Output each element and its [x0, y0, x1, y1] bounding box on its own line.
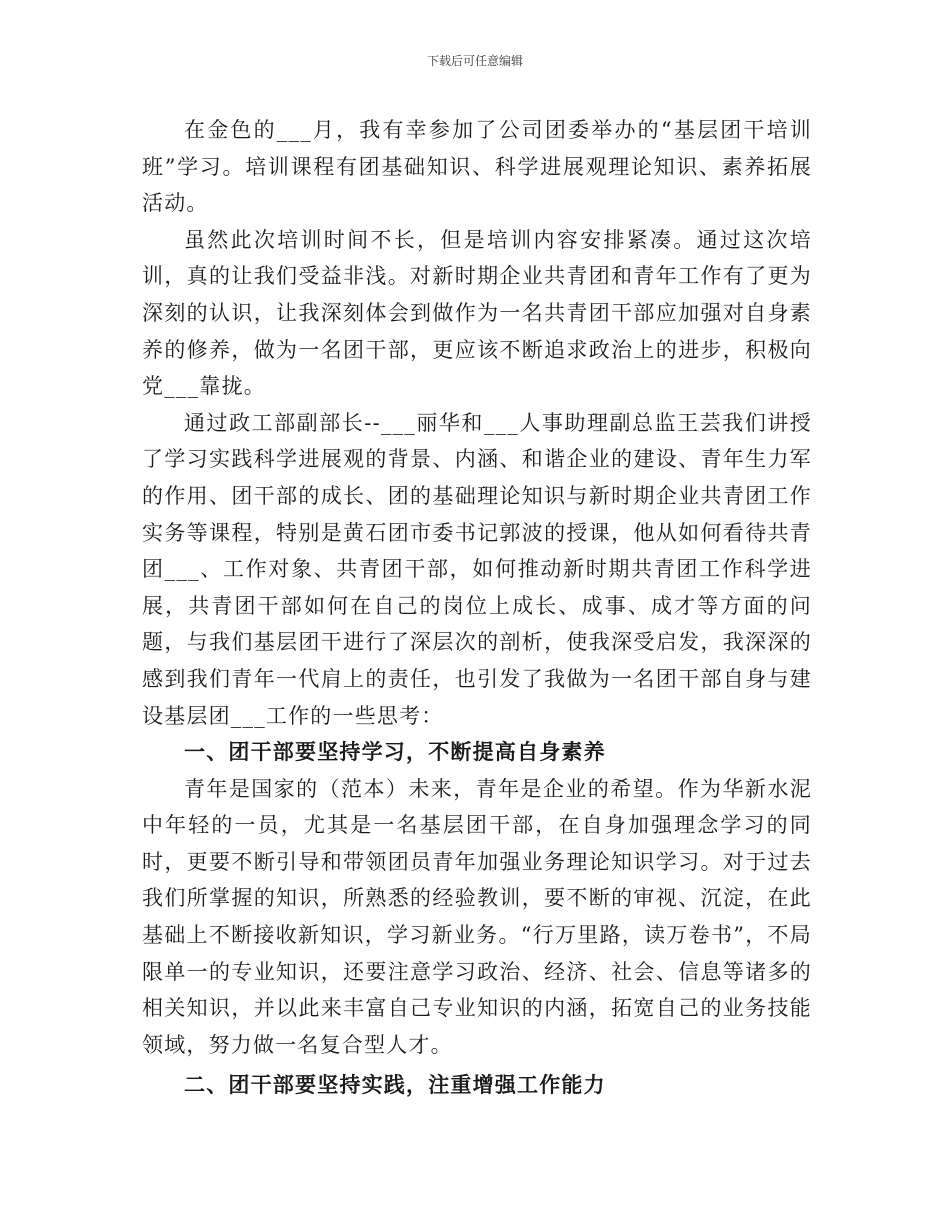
paragraph-training-summary: 虽然此次培训时间不长，但是培训内容安排紧凑。通过这次培训，真的让我们受益非浅。对新时期企业共青团和青年工作有了更为深刻的认识，让我深刻体会到做作为一名共青团干部应加强对自身素养的修养，做为一名团干部，更应该不断追求政治上的进步，积极向党___靠拢。 [142, 227, 812, 399]
paragraph-course-details: 通过政工部副部长--___丽华和___人事助理副总监王芸我们讲授了学习实践科学进展观的背景、内涵、和谐企业的建设、青年生力军的作用、团干部的成长、团的基础理论知识与新时期企业共青团工作实务等课程，特别是黄石团市委书记郭波的授课，他从如何看待共青团___、工作对象、共青团干部，如何推动新时期共青团工作科学进展，共青团干部如何在自己的岗位上成长、成事、成才等方面的问题，与我们基层团干进行了深层次的剖析，使我深受启发，我深深的感到我们青年一代肩上的责任，也引发了我做为一名团干部自身与建设基层团___工作的一些思考： [142, 410, 812, 728]
document-body [142, 112, 812, 1104]
paragraph-intro: 在金色的___月，我有幸参加了公司团委举办的“基层团干培训班”学习。培训课程有团基础知识、科学进展观理论知识、素养拓展活动。 [142, 118, 812, 216]
section-heading-1: 一、团干部要坚持学习，不断提高自身素养 [184, 739, 606, 765]
section-heading-2: 二、团干部要坚持实践，注重增强工作能力 [184, 1072, 606, 1098]
paragraph-study: 青年是国家的（范本）未来，青年是企业的希望。作为华新水泥中年轻的一员，尤其是一名基层团干部，在自身加强理念学习的同时，更要不断引导和带领团员青年加强业务理论知识学习。对于过去我们所掌握的知识，所熟悉的经验教训，要不断的审视、沉淀，在此基础上不断接收新知识，学习新业务。“行万里路，读万卷书”，不局限单一的专业知识，还要注意学习政治、经济、社会、信息等诸多的相关知识，并以此来丰富自己专业知识的内涵，拓宽自己的业务技能领域，努力做一名复合型人才。 [142, 776, 812, 1057]
page-header: 下载后可任意编辑 [426, 54, 523, 68]
